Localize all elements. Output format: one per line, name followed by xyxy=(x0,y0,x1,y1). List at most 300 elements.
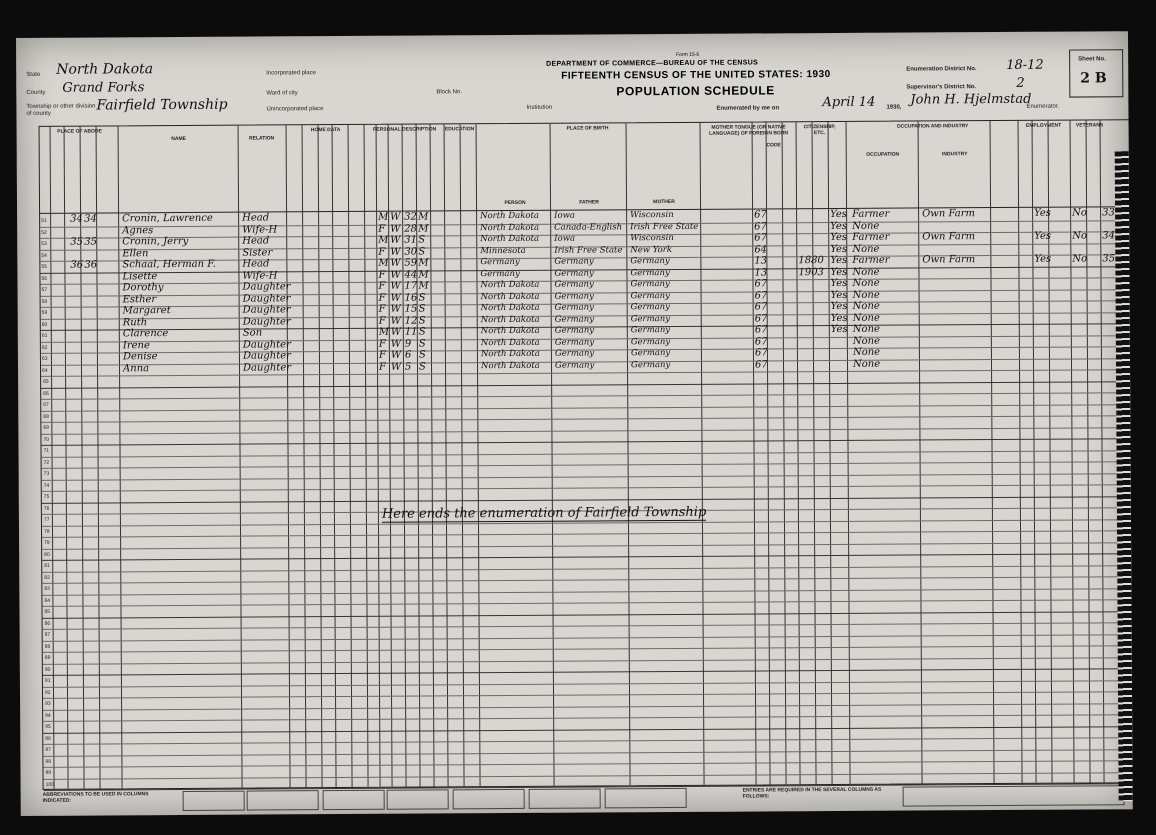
relation-value: Wife-H xyxy=(242,223,278,236)
row-line xyxy=(43,737,1132,745)
schedule-title: POPULATION SCHEDULE xyxy=(616,83,775,99)
department-title: DEPARTMENT OF COMMERCE—BUREAU OF THE CENSUS xyxy=(546,59,759,68)
birthplace-mother: New York xyxy=(630,244,672,255)
census-grid xyxy=(39,119,1133,790)
heading-birth: PLACE OF BIRTH xyxy=(566,125,609,132)
birth-code: 67 xyxy=(754,232,768,244)
birthplace-person: North Dakota xyxy=(480,302,540,314)
relation-value: Daughter xyxy=(242,338,291,351)
age-value: 5 xyxy=(404,361,412,373)
person-name: Lisette xyxy=(122,270,158,282)
enum-district-label: Enumeration District No. xyxy=(906,66,977,73)
row-number: 72 xyxy=(43,459,50,466)
marital-value: M xyxy=(418,280,429,292)
race-value: W xyxy=(390,361,402,373)
age-value: 59 xyxy=(404,257,418,269)
row-line xyxy=(42,461,1132,469)
person-name: Denise xyxy=(122,351,158,363)
relation-value: Daughter xyxy=(242,281,291,293)
birthplace-father: Iowa xyxy=(554,210,575,221)
marital-value: S xyxy=(418,349,426,361)
occupation-value: None xyxy=(852,323,880,335)
relation-value: Daughter xyxy=(242,350,291,362)
enum-district-value: 18-12 xyxy=(1006,57,1044,73)
row-line xyxy=(43,723,1132,734)
row-number: 75 xyxy=(43,493,50,500)
birth-code: 67 xyxy=(754,209,767,221)
marital-value: S xyxy=(418,234,426,246)
farm-schedule: 33 xyxy=(1102,207,1115,219)
row-line xyxy=(42,585,1132,596)
birth-code: 67 xyxy=(754,347,768,359)
row-line xyxy=(42,576,1132,584)
marital-value: M xyxy=(418,211,429,223)
footer-box xyxy=(247,790,319,810)
state-value: North Dakota xyxy=(56,61,154,78)
row-number: 84 xyxy=(44,597,51,604)
occupation-value: None xyxy=(852,358,881,370)
sex-value: M xyxy=(378,211,389,223)
age-value: 15 xyxy=(404,303,418,315)
birthplace-father: Germany xyxy=(554,325,595,336)
row-number: 90 xyxy=(44,666,51,673)
birthplace-father: Germany xyxy=(554,336,595,348)
marital-value: S xyxy=(418,338,426,350)
birthplace-person: Minnesota xyxy=(480,245,526,256)
dwelling-number: 35 xyxy=(70,236,84,248)
row-number: 74 xyxy=(43,482,50,489)
occupation-value: None xyxy=(852,335,881,347)
birth-code: 13 xyxy=(754,266,768,278)
birthplace-father: Germany xyxy=(554,359,595,371)
immigration-year: 1880 xyxy=(798,255,824,267)
row-number: 85 xyxy=(44,608,51,615)
row-number: 53 xyxy=(41,240,47,247)
veteran-value: No xyxy=(1072,253,1088,265)
sex-value: F xyxy=(378,246,386,258)
age-value: 44 xyxy=(404,269,418,281)
race-value: W xyxy=(390,234,401,246)
birth-code: 67 xyxy=(754,312,768,324)
row-line xyxy=(43,622,1133,630)
sex-value: F xyxy=(378,349,386,361)
family-number: 35 xyxy=(84,236,98,248)
enumerator-value: John H. Hjelmstad xyxy=(910,91,1032,108)
marital-value: M xyxy=(418,268,429,281)
row-number: 95 xyxy=(45,723,51,730)
sex-value: F xyxy=(378,315,386,327)
sex-value: M xyxy=(378,257,389,269)
supervisor-label: Supervisor's District No. xyxy=(906,84,977,91)
relation-value: Wife-H xyxy=(242,269,278,282)
heading-abode: PLACE OF ABODE xyxy=(57,128,102,135)
birthplace-mother: Irish Free State xyxy=(630,221,699,232)
person-name: Ruth xyxy=(122,316,148,328)
birthplace-mother: Wisconsin xyxy=(630,209,674,221)
birthplace-person: North Dakota xyxy=(480,291,540,302)
row-number: 61 xyxy=(41,332,48,339)
row-line xyxy=(43,760,1132,768)
relation-value: Sister xyxy=(242,246,273,259)
dwelling-number: 36 xyxy=(70,259,84,271)
row-line xyxy=(42,599,1132,607)
age-value: 28 xyxy=(404,223,417,235)
speaks-english: Yes xyxy=(830,289,848,301)
birthplace-father: Germany xyxy=(554,279,594,290)
person-name: Margaret xyxy=(122,305,171,317)
row-number: 64 xyxy=(42,367,48,374)
race-value: W xyxy=(390,280,401,292)
census-title: FIFTEENTH CENSUS OF THE UNITED STATES: 1930 xyxy=(561,69,831,82)
birthplace-person: North Dakota xyxy=(480,360,540,371)
birth-code: 13 xyxy=(754,255,768,267)
row-number: 68 xyxy=(43,413,49,420)
birthplace-person: North Dakota xyxy=(480,348,540,360)
age-value: 31 xyxy=(404,234,418,246)
row-number: 52 xyxy=(41,229,47,236)
veteran-value: No xyxy=(1072,230,1088,242)
heading-tongue: MOTHER TONGUE (OR NATIVE LANGUAGE) OF FOREIGN BORN xyxy=(709,124,789,137)
row-number: 76 xyxy=(43,505,50,512)
person-name: Anna xyxy=(122,362,150,374)
institution-label: Institution xyxy=(526,104,553,111)
township-value: Fairfield Township xyxy=(96,96,228,114)
row-line xyxy=(42,553,1132,561)
row-line xyxy=(43,608,1133,619)
birthplace-person: North Dakota xyxy=(480,325,540,337)
birthplace-mother: Germany xyxy=(630,325,671,336)
family-number: 34 xyxy=(84,213,97,225)
marital-value: S xyxy=(418,303,426,315)
census-sheet xyxy=(16,31,1133,816)
occupation-value: Farmer xyxy=(852,231,890,243)
row-line xyxy=(42,447,1132,458)
row-number: 89 xyxy=(44,654,51,661)
age-value: 12 xyxy=(404,315,418,327)
speaks-english: Yes xyxy=(830,312,848,324)
row-number: 98 xyxy=(45,758,51,765)
person-name: Cronin, Lawrence xyxy=(122,212,213,225)
unincorporated-label: Unincorporated place xyxy=(266,106,324,113)
row-number: 94 xyxy=(45,712,51,719)
row-number: 99 xyxy=(45,769,52,776)
supervisor-value: 2 xyxy=(1016,75,1025,91)
age-value: 6 xyxy=(404,349,412,361)
birth-code: 67 xyxy=(754,278,768,290)
row-line xyxy=(43,668,1133,676)
family-number: 36 xyxy=(84,259,98,271)
marital-value: S xyxy=(418,246,426,258)
speaks-english: Yes xyxy=(830,323,848,336)
date-value: April 14 xyxy=(822,94,876,111)
heading-occupation: OCCUPATION AND INDUSTRY xyxy=(896,123,969,130)
sex-value: F xyxy=(378,280,386,292)
row-number: 91 xyxy=(44,677,51,684)
birthplace-father: Germany xyxy=(554,290,594,302)
race-value: W xyxy=(390,338,402,350)
row-number: 88 xyxy=(44,643,51,650)
race-value: W xyxy=(390,246,401,258)
row-line xyxy=(43,700,1133,711)
person-name: Ellen xyxy=(122,247,149,259)
dwelling-number: 34 xyxy=(70,213,83,225)
birthplace-mother: Germany xyxy=(630,302,670,313)
person-name: Dorothy xyxy=(122,282,164,294)
race-value: W xyxy=(390,349,402,361)
incorporated-label: Incorporated place xyxy=(266,70,316,77)
birthplace-mother: Germany xyxy=(630,348,671,359)
row-line xyxy=(41,438,1131,446)
birth-code: 67 xyxy=(754,324,768,336)
block-label: Block No. xyxy=(436,89,463,96)
birthplace-father: Canada-English xyxy=(554,221,623,233)
birth-code: 67 xyxy=(754,289,768,301)
employment-value: Yes xyxy=(1034,207,1051,219)
relation-value: Head xyxy=(242,235,270,247)
row-line xyxy=(42,493,1132,504)
birthplace-person: North Dakota xyxy=(480,337,540,348)
row-number: 63 xyxy=(41,355,48,362)
row-number: 73 xyxy=(43,470,50,477)
race-value: W xyxy=(390,257,401,269)
row-line xyxy=(43,746,1132,757)
occupation-value: None xyxy=(852,312,880,324)
row-number: 62 xyxy=(41,344,48,351)
row-number: 100 xyxy=(45,781,54,788)
speaks-english: Yes xyxy=(830,277,848,290)
row-line xyxy=(42,470,1132,481)
enumerated-by-label: Enumerated by me on xyxy=(716,105,780,112)
race-value: W xyxy=(390,326,402,338)
birthplace-mother: Germany xyxy=(630,267,670,278)
row-line xyxy=(42,530,1132,538)
marital-value: S xyxy=(418,361,426,373)
row-number: 65 xyxy=(43,378,49,385)
birthplace-mother: Germany xyxy=(630,279,670,290)
veteran-value: No xyxy=(1072,207,1087,219)
row-line xyxy=(43,645,1133,653)
birthplace-person: North Dakota xyxy=(480,222,540,233)
subheading-person: PERSON xyxy=(504,199,526,207)
subheading-code: CODE xyxy=(766,142,781,149)
birthplace-mother: Wisconsin xyxy=(630,232,674,244)
row-number: 77 xyxy=(43,516,50,523)
occupation-value: None xyxy=(852,277,880,289)
sheet-number-box xyxy=(1069,49,1123,97)
form-number: Form 15-6 xyxy=(676,51,700,58)
footer-box xyxy=(453,789,525,809)
row-number: 69 xyxy=(43,424,49,431)
age-value: 30 xyxy=(404,246,418,258)
row-number: 58 xyxy=(41,298,48,305)
row-number: 57 xyxy=(41,286,48,293)
sex-value: F xyxy=(378,269,386,281)
row-number: 92 xyxy=(44,689,51,696)
birth-code: 67 xyxy=(754,220,767,232)
person-name: Clarence xyxy=(122,328,169,340)
race-value: W xyxy=(390,303,401,315)
person-name: Cronin, Jerry xyxy=(122,235,189,248)
birthplace-father: Germany xyxy=(554,313,595,325)
birth-code: 64 xyxy=(754,243,768,255)
relation-value: Daughter xyxy=(242,292,291,305)
row-line xyxy=(42,562,1132,573)
subheading-industry: INDUSTRY xyxy=(942,151,968,158)
sex-value: M xyxy=(378,234,389,246)
sex-value: F xyxy=(378,338,386,350)
age-value: 9 xyxy=(404,338,412,350)
person-name: Irene xyxy=(122,339,150,351)
column-headings xyxy=(40,120,1131,214)
film-edge xyxy=(1115,151,1133,801)
footer-box xyxy=(605,788,687,809)
heading-veterans: VETERANS xyxy=(1075,122,1104,129)
farm-schedule: 34 xyxy=(1102,230,1115,242)
age-value: 11 xyxy=(404,326,418,338)
row-line xyxy=(43,654,1133,665)
occupation-value: Farmer xyxy=(852,208,890,220)
relation-value: Head xyxy=(242,258,270,270)
row-number: 86 xyxy=(44,620,51,627)
row-number: 78 xyxy=(43,528,50,535)
row-number: 51 xyxy=(41,217,47,224)
row-line xyxy=(41,369,1131,377)
speaks-english: Yes xyxy=(830,300,848,313)
birthplace-father: Irish Free State xyxy=(554,244,623,256)
birthplace-person: North Dakota xyxy=(480,279,540,291)
marital-value: M xyxy=(418,222,429,235)
ward-label: Ward of city xyxy=(266,90,298,97)
row-number: 96 xyxy=(45,735,51,742)
row-line xyxy=(43,631,1133,642)
footer-entries: ENTRIES ARE REQUIRED IN THE SEVERAL COLUMNS AS FOLLOWS: xyxy=(742,786,882,800)
row-number: 83 xyxy=(44,585,50,592)
row-line xyxy=(41,401,1131,412)
heading-employment: EMPLOYMENT xyxy=(1025,122,1062,129)
end-note: Here ends the enumeration of Fairfield Township xyxy=(381,504,707,522)
heading-name: NAME xyxy=(171,135,186,143)
occupation-value: None xyxy=(852,220,880,232)
occupation-value: None xyxy=(852,243,880,255)
heading-relation: RELATION xyxy=(249,135,275,142)
footer-box xyxy=(903,785,1125,806)
marital-value: S xyxy=(418,326,426,338)
birth-code: 67 xyxy=(754,358,768,370)
speaks-english: Yes xyxy=(830,254,848,267)
immigration-year: 1903 xyxy=(798,266,824,278)
marital-value: S xyxy=(418,292,426,304)
industry-value: Own Farm xyxy=(922,231,976,243)
row-number: 60 xyxy=(41,321,48,328)
birthplace-father: Germany xyxy=(554,302,594,313)
relation-value: Son xyxy=(242,327,263,339)
row-number: 93 xyxy=(45,700,51,707)
birthplace-mother: Germany xyxy=(630,290,670,301)
birthplace-father: Germany xyxy=(554,348,595,359)
row-line xyxy=(41,415,1131,423)
sex-value: F xyxy=(378,303,386,315)
birthplace-father: Germany xyxy=(554,256,594,267)
subheading-mother: MOTHER xyxy=(653,198,675,206)
relation-value: Daughter xyxy=(242,315,291,328)
birthplace-father: Germany xyxy=(554,267,594,279)
industry-value: Own Farm xyxy=(922,254,976,266)
age-value: 16 xyxy=(404,292,418,304)
heading-citizenship: CITIZENSHIP, ETC. xyxy=(803,123,836,137)
sheet-label: Sheet No. xyxy=(1078,56,1106,63)
footer-box xyxy=(529,788,601,808)
heading-home: HOME DATA xyxy=(310,127,341,134)
sheet-value: 2 B xyxy=(1080,70,1107,87)
speaks-english: Yes xyxy=(830,243,848,255)
row-line xyxy=(41,392,1131,400)
farm-schedule: 35 xyxy=(1102,253,1116,265)
row-number: 70 xyxy=(43,436,50,443)
row-number: 67 xyxy=(43,401,49,408)
birthplace-mother: Germany xyxy=(630,336,671,347)
row-line xyxy=(41,378,1131,389)
row-line xyxy=(43,714,1133,722)
row-line xyxy=(44,769,1133,780)
row-number: 79 xyxy=(44,539,50,546)
speaks-english: Yes xyxy=(830,231,848,244)
occupation-value: None xyxy=(852,346,881,358)
race-value: W xyxy=(390,211,401,223)
heading-personal: PERSONAL DESCRIPTION xyxy=(372,126,437,133)
row-line xyxy=(42,539,1132,550)
row-line xyxy=(42,484,1132,492)
row-number: 97 xyxy=(45,746,51,753)
birthplace-father: Iowa xyxy=(554,233,576,244)
occupation-value: None xyxy=(852,289,880,301)
row-number: 59 xyxy=(41,309,48,316)
row-number: 81 xyxy=(44,562,50,569)
township-label: Township or other division of county xyxy=(26,103,96,117)
sex-value: F xyxy=(378,223,386,235)
birthplace-mother: Germany xyxy=(630,256,670,267)
race-value: W xyxy=(390,223,401,235)
row-line xyxy=(41,424,1131,435)
row-number: 71 xyxy=(43,447,50,454)
sex-value: F xyxy=(378,292,386,304)
heading-education: EDUCATION xyxy=(444,126,475,133)
relation-value: Daughter xyxy=(242,361,292,374)
birthplace-person: North Dakota xyxy=(480,210,539,222)
industry-value: Own Farm xyxy=(922,208,975,220)
enumerator-label: Enumerator. xyxy=(1026,103,1060,110)
birthplace-person: North Dakota xyxy=(480,314,540,325)
footer-abbrev: ABBREVIATIONS TO BE USED IN COLUMNS INDICATED: xyxy=(42,791,149,804)
race-value: W xyxy=(390,315,402,327)
row-number: 54 xyxy=(41,252,47,259)
occupation-value: Farmer xyxy=(852,254,890,266)
birth-code: 67 xyxy=(754,301,768,313)
person-name: Schaal, Herman F. xyxy=(122,258,216,271)
person-name: Agnes xyxy=(122,224,154,236)
sex-value: F xyxy=(378,361,387,373)
birthplace-mother: Germany xyxy=(630,313,671,324)
birthplace-person: Germany xyxy=(480,256,520,268)
state-label: State xyxy=(26,71,41,78)
age-value: 32 xyxy=(404,211,417,223)
speaks-english: Yes xyxy=(830,208,847,221)
row-line xyxy=(43,691,1133,699)
footer-box xyxy=(323,790,385,810)
row-number: 66 xyxy=(43,390,49,397)
county-label: County xyxy=(26,89,46,96)
occupation-value: None xyxy=(852,300,880,312)
row-number: 55 xyxy=(41,263,47,270)
